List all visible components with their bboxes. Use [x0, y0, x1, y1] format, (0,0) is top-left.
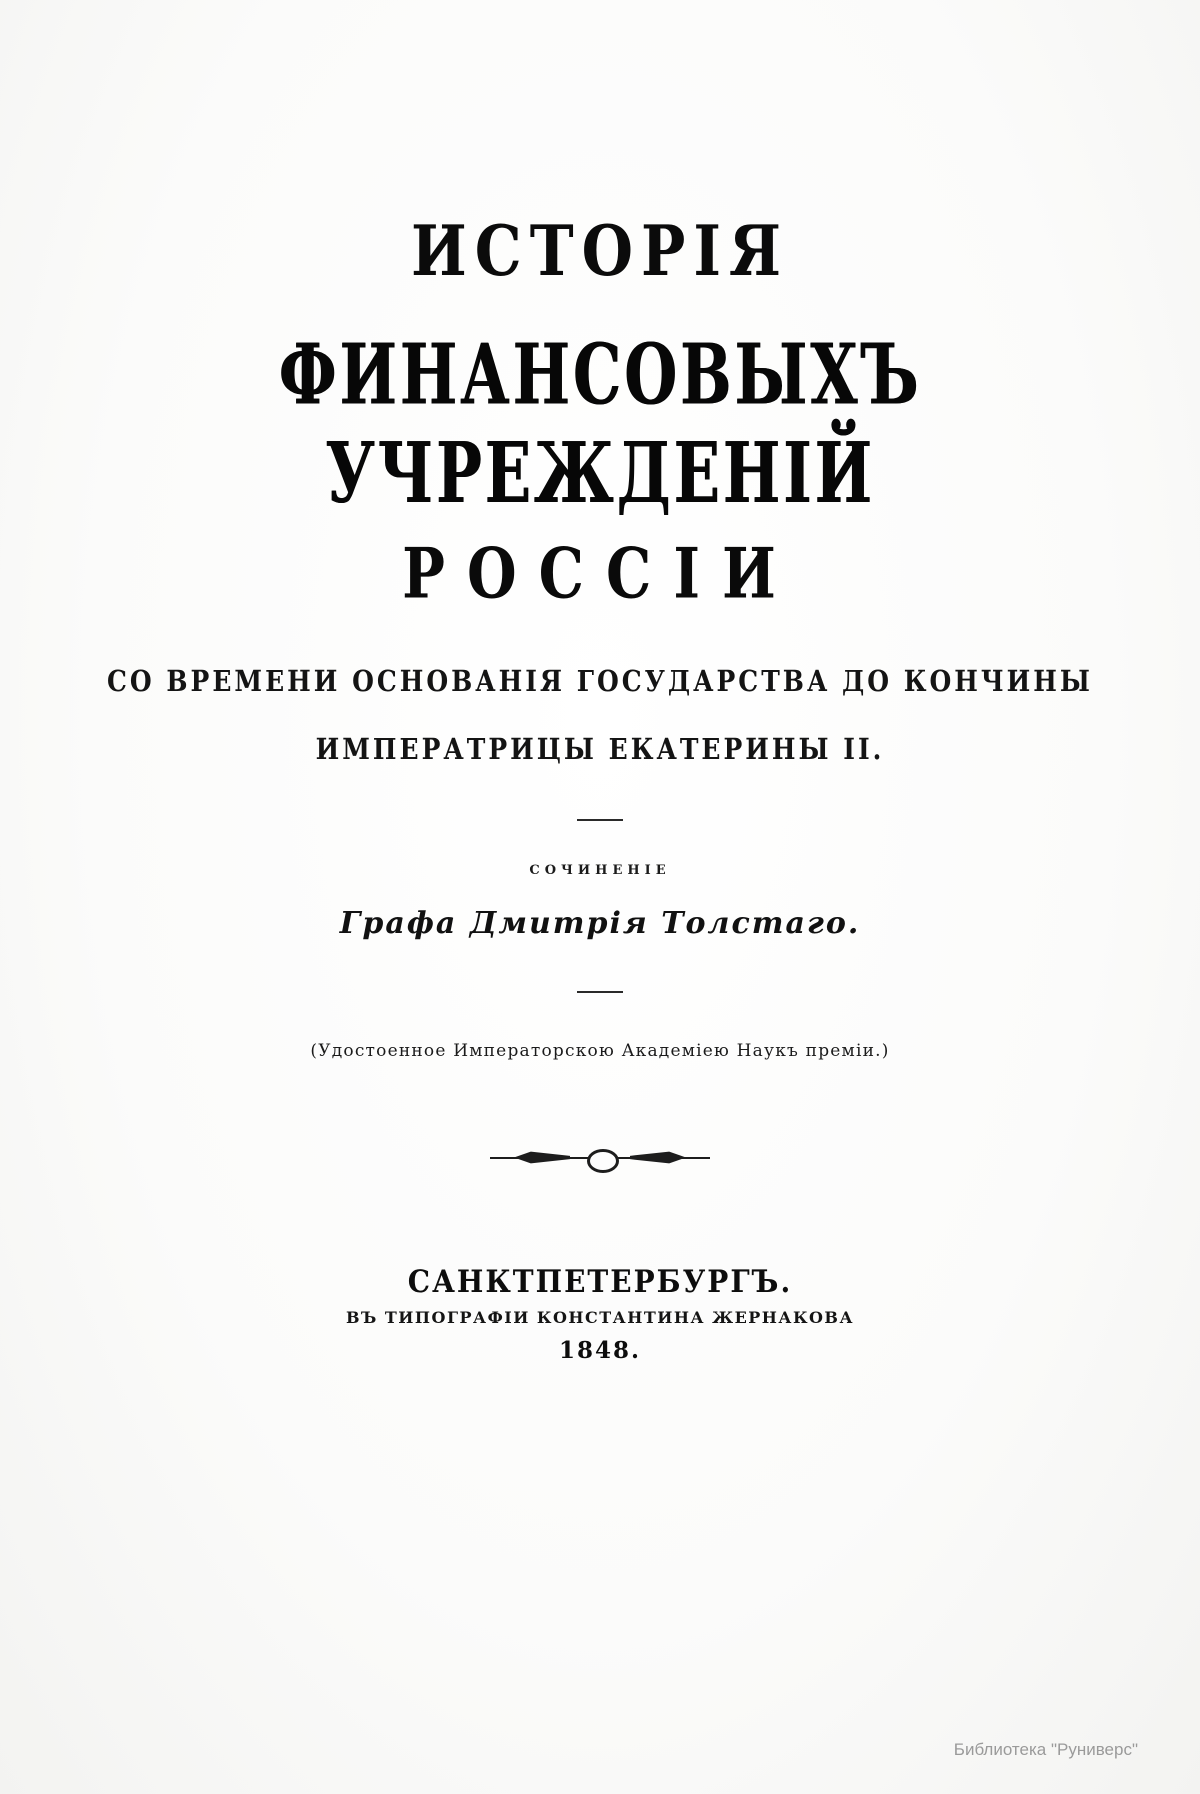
imprint-year: 1848. [558, 1336, 642, 1364]
ornament-center [587, 1149, 619, 1173]
book-title-line-3: РОССІИ [402, 533, 798, 615]
award-note: (Удостоенное Императорскою Академіею Наукъ преміи.) [310, 1040, 890, 1061]
ornament-right-lobe [630, 1151, 686, 1165]
book-subtitle-line-2: ИМПЕРАТРИЦЫ ЕКАТЕРИНЫ II. [315, 732, 885, 767]
author-name: Графа Дмитрія Толстаго. [339, 905, 861, 941]
book-subtitle [0, 652, 1200, 779]
ornament-icon [490, 1147, 710, 1169]
book-title-line-2: ФИНАНСОВЫХЪ УЧРЕЖДЕНІЙ [278, 325, 922, 523]
book-subtitle-line-1: СО ВРЕМЕНИ ОСНОВАНІЯ ГОСУДАРСТВА ДО КОНЧИНЫ [107, 664, 1093, 698]
imprint-city: САНКТПЕТЕРБУРГЪ. [407, 1262, 793, 1300]
byline-label: СОЧИНЕНІЕ [529, 862, 671, 878]
library-watermark: Библиотека "Руниверс" [953, 1740, 1138, 1759]
divider-rule-bottom [577, 991, 623, 993]
divider-rule-top [577, 819, 623, 821]
imprint-block [0, 1262, 1200, 1364]
book-title-line-1: ИСТОРІЯ [411, 210, 789, 292]
ornament-left-lobe [514, 1151, 570, 1165]
imprint-printer: ВЪ ТИПОГРАФІИ КОНСТАНТИНА ЖЕРНАКОВА [346, 1307, 854, 1327]
